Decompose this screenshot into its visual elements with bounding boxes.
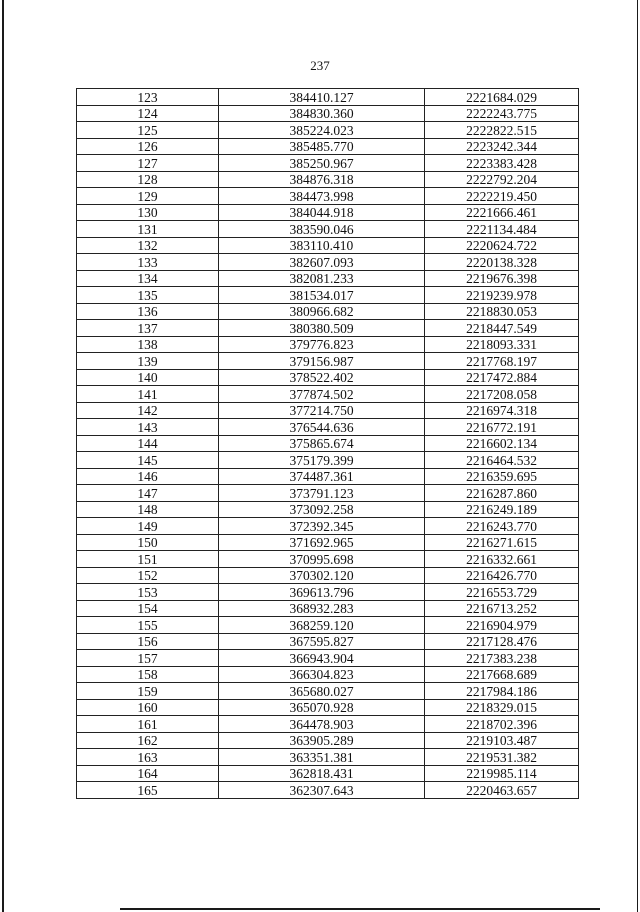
y-coordinate-cell: 2217383.238 xyxy=(425,650,579,667)
point-number-cell: 129 xyxy=(77,188,219,205)
y-coordinate-cell: 2216287.860 xyxy=(425,485,579,502)
x-coordinate-cell: 384410.127 xyxy=(219,89,425,106)
x-coordinate-cell: 368259.120 xyxy=(219,617,425,634)
y-coordinate-cell: 2216553.729 xyxy=(425,584,579,601)
table-row xyxy=(77,155,579,172)
table-row xyxy=(77,452,579,469)
table-row xyxy=(77,402,579,419)
x-coordinate-cell: 376544.636 xyxy=(219,419,425,436)
y-coordinate-cell: 2217984.186 xyxy=(425,683,579,700)
table-row xyxy=(77,485,579,502)
y-coordinate-cell: 2219531.382 xyxy=(425,749,579,766)
table-row xyxy=(77,732,579,749)
table-row xyxy=(77,716,579,733)
point-number-cell: 159 xyxy=(77,683,219,700)
x-coordinate-cell: 370302.120 xyxy=(219,567,425,584)
x-coordinate-cell: 369613.796 xyxy=(219,584,425,601)
y-coordinate-cell: 2216332.661 xyxy=(425,551,579,568)
point-number-cell: 144 xyxy=(77,435,219,452)
point-number-cell: 135 xyxy=(77,287,219,304)
point-number-cell: 148 xyxy=(77,501,219,518)
point-number-cell: 139 xyxy=(77,353,219,370)
point-number-cell: 149 xyxy=(77,518,219,535)
y-coordinate-cell: 2221666.461 xyxy=(425,204,579,221)
y-coordinate-cell: 2216426.770 xyxy=(425,567,579,584)
x-coordinate-cell: 379776.823 xyxy=(219,336,425,353)
scan-edge-bottom xyxy=(120,908,600,910)
x-coordinate-cell: 363351.381 xyxy=(219,749,425,766)
y-coordinate-cell: 2221134.484 xyxy=(425,221,579,238)
point-number-cell: 158 xyxy=(77,666,219,683)
point-number-cell: 162 xyxy=(77,732,219,749)
x-coordinate-cell: 366943.904 xyxy=(219,650,425,667)
point-number-cell: 124 xyxy=(77,105,219,122)
y-coordinate-cell: 2218447.549 xyxy=(425,320,579,337)
x-coordinate-cell: 384044.918 xyxy=(219,204,425,221)
table-row xyxy=(77,89,579,106)
point-number-cell: 126 xyxy=(77,138,219,155)
point-number-cell: 136 xyxy=(77,303,219,320)
point-number-cell: 157 xyxy=(77,650,219,667)
y-coordinate-cell: 2217768.197 xyxy=(425,353,579,370)
y-coordinate-cell: 2216464.532 xyxy=(425,452,579,469)
point-number-cell: 132 xyxy=(77,237,219,254)
y-coordinate-cell: 2219985.114 xyxy=(425,765,579,782)
y-coordinate-cell: 2220138.328 xyxy=(425,254,579,271)
point-number-cell: 153 xyxy=(77,584,219,601)
x-coordinate-cell: 378522.402 xyxy=(219,369,425,386)
point-number-cell: 155 xyxy=(77,617,219,634)
point-number-cell: 161 xyxy=(77,716,219,733)
y-coordinate-cell: 2217128.476 xyxy=(425,633,579,650)
x-coordinate-cell: 365680.027 xyxy=(219,683,425,700)
x-coordinate-cell: 381534.017 xyxy=(219,287,425,304)
table-row xyxy=(77,336,579,353)
table-row xyxy=(77,534,579,551)
table-row xyxy=(77,105,579,122)
y-coordinate-cell: 2218329.015 xyxy=(425,699,579,716)
y-coordinate-cell: 2220624.722 xyxy=(425,237,579,254)
y-coordinate-cell: 2220463.657 xyxy=(425,782,579,799)
point-number-cell: 150 xyxy=(77,534,219,551)
point-number-cell: 143 xyxy=(77,419,219,436)
scan-edge-left xyxy=(2,0,4,912)
point-number-cell: 142 xyxy=(77,402,219,419)
point-number-cell: 138 xyxy=(77,336,219,353)
x-coordinate-cell: 368932.283 xyxy=(219,600,425,617)
x-coordinate-cell: 375865.674 xyxy=(219,435,425,452)
point-number-cell: 151 xyxy=(77,551,219,568)
table-row xyxy=(77,171,579,188)
x-coordinate-cell: 371692.965 xyxy=(219,534,425,551)
y-coordinate-cell: 2216243.770 xyxy=(425,518,579,535)
y-coordinate-cell: 2223383.428 xyxy=(425,155,579,172)
point-number-cell: 152 xyxy=(77,567,219,584)
x-coordinate-cell: 365070.928 xyxy=(219,699,425,716)
table-row xyxy=(77,551,579,568)
x-coordinate-cell: 370995.698 xyxy=(219,551,425,568)
point-number-cell: 160 xyxy=(77,699,219,716)
table-row xyxy=(77,501,579,518)
x-coordinate-cell: 384830.360 xyxy=(219,105,425,122)
x-coordinate-cell: 384473.998 xyxy=(219,188,425,205)
y-coordinate-cell: 2222219.450 xyxy=(425,188,579,205)
y-coordinate-cell: 2217668.689 xyxy=(425,666,579,683)
table-row xyxy=(77,221,579,238)
table-row xyxy=(77,468,579,485)
table-row xyxy=(77,204,579,221)
table-row xyxy=(77,287,579,304)
x-coordinate-cell: 362307.643 xyxy=(219,782,425,799)
x-coordinate-cell: 372392.345 xyxy=(219,518,425,535)
y-coordinate-cell: 2222243.775 xyxy=(425,105,579,122)
table-row xyxy=(77,122,579,139)
table-row xyxy=(77,353,579,370)
y-coordinate-cell: 2216359.695 xyxy=(425,468,579,485)
table-row xyxy=(77,138,579,155)
table-row xyxy=(77,584,579,601)
point-number-cell: 140 xyxy=(77,369,219,386)
point-number-cell: 127 xyxy=(77,155,219,172)
x-coordinate-cell: 362818.431 xyxy=(219,765,425,782)
table-row xyxy=(77,320,579,337)
table-row xyxy=(77,270,579,287)
page-number: 237 xyxy=(310,58,330,73)
point-number-cell: 128 xyxy=(77,171,219,188)
coordinates-table xyxy=(76,88,579,799)
table-row xyxy=(77,699,579,716)
point-number-cell: 130 xyxy=(77,204,219,221)
y-coordinate-cell: 2216271.615 xyxy=(425,534,579,551)
table-row xyxy=(77,567,579,584)
x-coordinate-cell: 385224.023 xyxy=(219,122,425,139)
table-row xyxy=(77,765,579,782)
table-row xyxy=(77,617,579,634)
y-coordinate-cell: 2217208.058 xyxy=(425,386,579,403)
table-row xyxy=(77,600,579,617)
x-coordinate-cell: 367595.827 xyxy=(219,633,425,650)
table-row xyxy=(77,683,579,700)
table-row xyxy=(77,188,579,205)
table-row xyxy=(77,303,579,320)
x-coordinate-cell: 366304.823 xyxy=(219,666,425,683)
y-coordinate-cell: 2219239.978 xyxy=(425,287,579,304)
y-coordinate-cell: 2218093.331 xyxy=(425,336,579,353)
x-coordinate-cell: 385250.967 xyxy=(219,155,425,172)
point-number-cell: 146 xyxy=(77,468,219,485)
y-coordinate-cell: 2216249.189 xyxy=(425,501,579,518)
x-coordinate-cell: 373092.258 xyxy=(219,501,425,518)
table-row xyxy=(77,254,579,271)
x-coordinate-cell: 380966.682 xyxy=(219,303,425,320)
x-coordinate-cell: 373791.123 xyxy=(219,485,425,502)
table-row xyxy=(77,435,579,452)
table-row xyxy=(77,237,579,254)
y-coordinate-cell: 2222792.204 xyxy=(425,171,579,188)
point-number-cell: 165 xyxy=(77,782,219,799)
point-number-cell: 154 xyxy=(77,600,219,617)
table-row xyxy=(77,518,579,535)
table-row xyxy=(77,386,579,403)
x-coordinate-cell: 375179.399 xyxy=(219,452,425,469)
table-row xyxy=(77,749,579,766)
point-number-cell: 133 xyxy=(77,254,219,271)
point-number-cell: 145 xyxy=(77,452,219,469)
y-coordinate-cell: 2223242.344 xyxy=(425,138,579,155)
point-number-cell: 147 xyxy=(77,485,219,502)
y-coordinate-cell: 2216602.134 xyxy=(425,435,579,452)
table-row xyxy=(77,633,579,650)
y-coordinate-cell: 2222822.515 xyxy=(425,122,579,139)
point-number-cell: 134 xyxy=(77,270,219,287)
y-coordinate-cell: 2217472.884 xyxy=(425,369,579,386)
x-coordinate-cell: 363905.289 xyxy=(219,732,425,749)
table-row xyxy=(77,782,579,799)
x-coordinate-cell: 384876.318 xyxy=(219,171,425,188)
y-coordinate-cell: 2216974.318 xyxy=(425,402,579,419)
y-coordinate-cell: 2216713.252 xyxy=(425,600,579,617)
y-coordinate-cell: 2218830.053 xyxy=(425,303,579,320)
x-coordinate-cell: 374487.361 xyxy=(219,468,425,485)
x-coordinate-cell: 383110.410 xyxy=(219,237,425,254)
table-row xyxy=(77,650,579,667)
point-number-cell: 141 xyxy=(77,386,219,403)
point-number-cell: 131 xyxy=(77,221,219,238)
table-row xyxy=(77,666,579,683)
x-coordinate-cell: 383590.046 xyxy=(219,221,425,238)
point-number-cell: 125 xyxy=(77,122,219,139)
x-coordinate-cell: 380380.509 xyxy=(219,320,425,337)
point-number-cell: 137 xyxy=(77,320,219,337)
point-number-cell: 123 xyxy=(77,89,219,106)
point-number-cell: 163 xyxy=(77,749,219,766)
y-coordinate-cell: 2219103.487 xyxy=(425,732,579,749)
x-coordinate-cell: 364478.903 xyxy=(219,716,425,733)
scan-edge-right xyxy=(637,0,638,912)
coordinates-table-body xyxy=(77,89,579,799)
x-coordinate-cell: 377214.750 xyxy=(219,402,425,419)
y-coordinate-cell: 2218702.396 xyxy=(425,716,579,733)
point-number-cell: 164 xyxy=(77,765,219,782)
x-coordinate-cell: 379156.987 xyxy=(219,353,425,370)
x-coordinate-cell: 377874.502 xyxy=(219,386,425,403)
y-coordinate-cell: 2221684.029 xyxy=(425,89,579,106)
table-row xyxy=(77,369,579,386)
x-coordinate-cell: 382607.093 xyxy=(219,254,425,271)
x-coordinate-cell: 382081.233 xyxy=(219,270,425,287)
y-coordinate-cell: 2216772.191 xyxy=(425,419,579,436)
y-coordinate-cell: 2216904.979 xyxy=(425,617,579,634)
point-number-cell: 156 xyxy=(77,633,219,650)
table-row xyxy=(77,419,579,436)
x-coordinate-cell: 385485.770 xyxy=(219,138,425,155)
y-coordinate-cell: 2219676.398 xyxy=(425,270,579,287)
